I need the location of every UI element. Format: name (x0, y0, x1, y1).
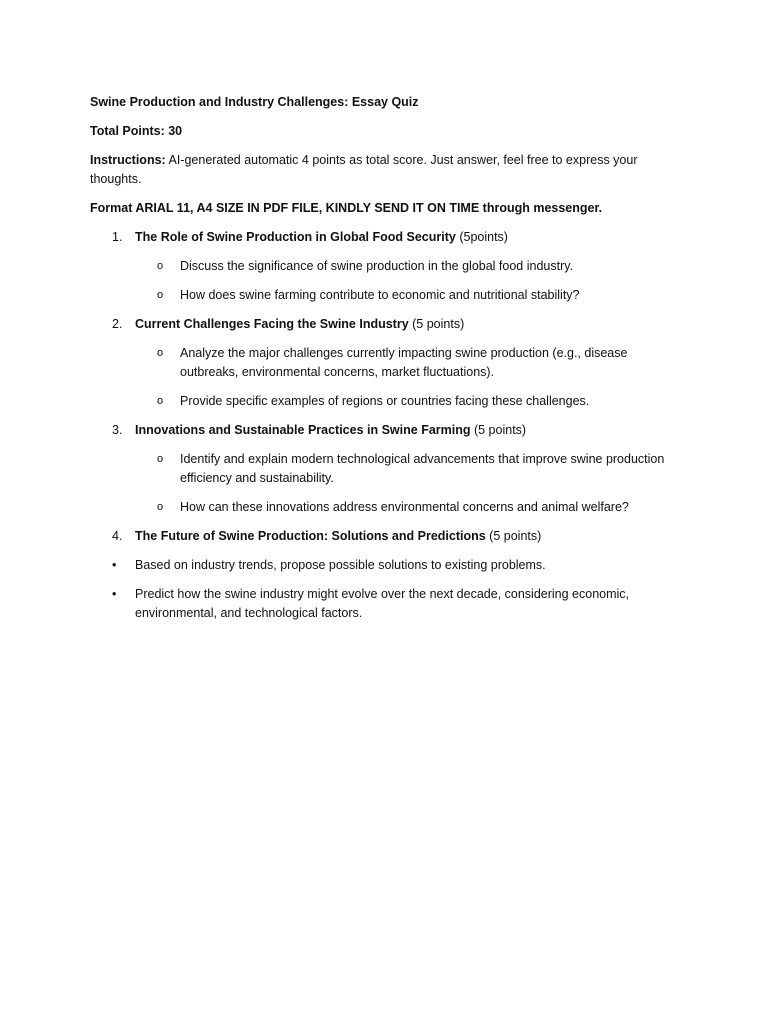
circle-bullet-icon: o (157, 453, 164, 465)
question-2 (90, 315, 680, 334)
question-4 (90, 527, 680, 546)
question-number: 2. (112, 317, 123, 331)
format-note: Format ARIAL 11, A4 SIZE IN PDF FILE, KINDLY SEND IT ON TIME through messenger. (90, 201, 603, 215)
total-points: Total Points: 30 (90, 124, 183, 138)
sub-item-text: Analyze the major challenges currently impacting swine production (e.g., disease outbreaks, environmental concerns, market fluctuations). (180, 346, 628, 379)
question-number: 1. (112, 230, 123, 244)
document-page (90, 93, 680, 633)
question-heading: The Future of Swine Production: Solutions and Predictions (135, 529, 486, 543)
bullet-item-text: Based on industry trends, propose possible solutions to existing problems. (135, 558, 546, 572)
question-3-sub-2 (90, 498, 680, 517)
document-title: Swine Production and Industry Challenges: Essay Quiz (90, 95, 419, 109)
question-number: 4. (112, 529, 123, 543)
question-heading: Current Challenges Facing the Swine Industry (135, 317, 409, 331)
circle-bullet-icon: o (157, 347, 164, 359)
question-heading: The Role of Swine Production in Global Food Security (135, 230, 456, 244)
question-points: (5 points) (485, 529, 542, 543)
question-2-sub-1 (90, 344, 680, 382)
circle-bullet-icon: o (157, 501, 164, 513)
question-4-bullet-2 (90, 585, 680, 623)
question-1-sub-2 (90, 286, 680, 305)
instructions (90, 151, 680, 189)
instructions-label: Instructions: (90, 153, 166, 167)
question-points: (5 points) (470, 423, 527, 437)
bullet-dot-icon: • (112, 587, 117, 601)
sub-item-text: Provide specific examples of regions or countries facing these challenges. (180, 394, 590, 408)
instructions-text: AI-generated automatic 4 points as total score. Just answer, feel free to express your thoughts. (90, 153, 638, 186)
circle-bullet-icon: o (157, 260, 164, 272)
question-points: (5points) (455, 230, 508, 244)
question-3 (90, 421, 680, 440)
sub-item-text: Discuss the significance of swine production in the global food industry. (180, 259, 574, 273)
circle-bullet-icon: o (157, 289, 164, 301)
question-4-bullet-1 (90, 556, 680, 575)
bullet-item-text: Predict how the swine industry might evolve over the next decade, considering economic, environmental, and technological factors. (135, 587, 630, 620)
question-2-sub-2 (90, 392, 680, 411)
question-1 (90, 228, 680, 247)
sub-item-text: How does swine farming contribute to economic and nutritional stability? (180, 288, 580, 302)
circle-bullet-icon: o (157, 395, 164, 407)
question-points: (5 points) (408, 317, 465, 331)
question-number: 3. (112, 423, 123, 437)
question-3-sub-1 (90, 450, 680, 488)
bullet-dot-icon: • (112, 558, 117, 572)
question-1-sub-1 (90, 257, 680, 276)
sub-item-text: Identify and explain modern technological advancements that improve swine production efficiency and sustainability. (180, 452, 665, 485)
question-heading: Innovations and Sustainable Practices in Swine Farming (135, 423, 471, 437)
sub-item-text: How can these innovations address environmental concerns and animal welfare? (180, 500, 629, 514)
